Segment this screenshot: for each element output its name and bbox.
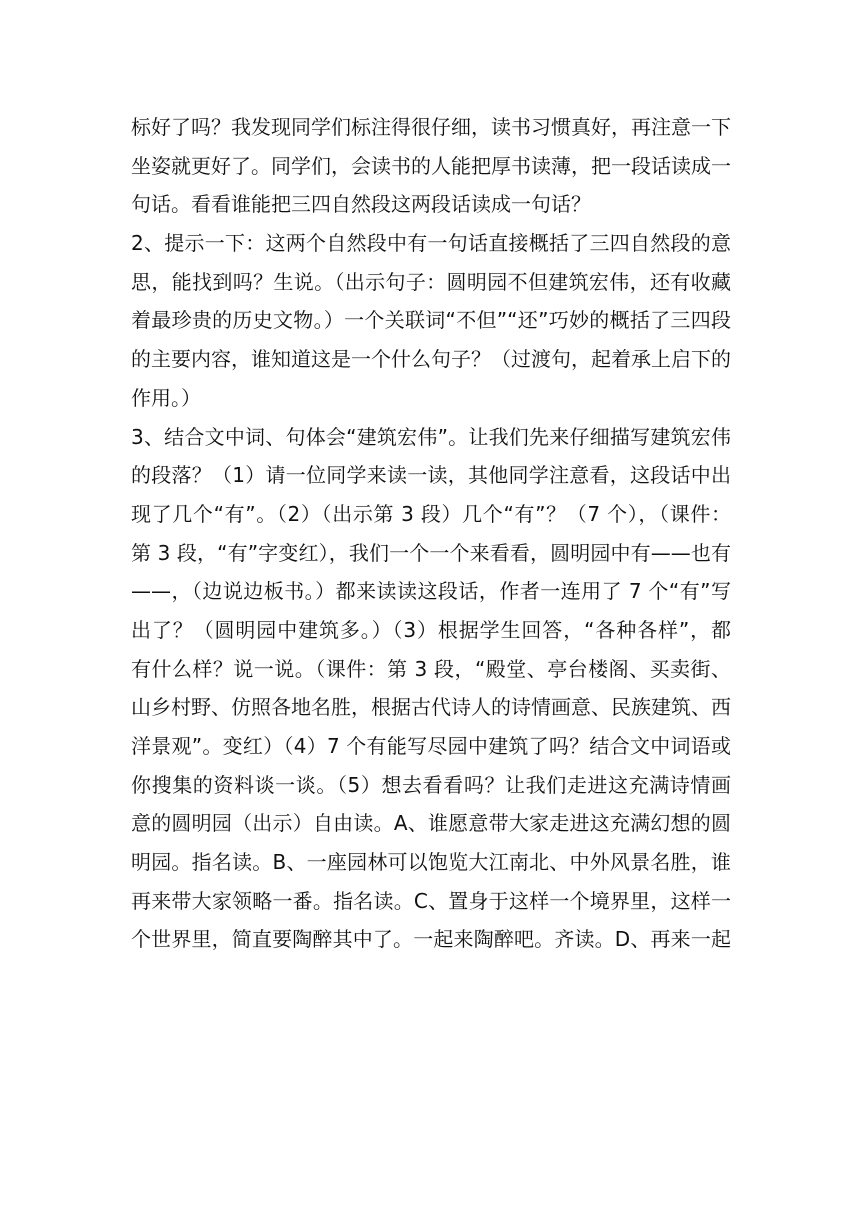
text-line: 你搜集的资料谈一谈。（5）想去看看吗？让我们走进这充满诗情画 xyxy=(131,772,731,797)
text-line: 意的圆明园（出示）自由读。A、谁愿意带大家走进这充满幻想的圆 xyxy=(131,811,731,836)
text-line: 坐姿就更好了。同学们，会读书的人能把厚书读薄，把一段话读成一 xyxy=(131,153,731,178)
text-line: 句话。看看谁能把三四自然段这两段话读成一句话？ xyxy=(131,192,591,217)
text-line: 个世界里，简直要陶醉其中了。一起来陶醉吧。齐读。D、再来一起 xyxy=(131,927,731,952)
text-line: 明园。指名读。B、一座园林可以饱览大江南北、中外风景名胜，谁 xyxy=(131,850,731,875)
text-line: 第 3 段，“有”字变红），我们一个一个来看看，圆明园中有——也有 xyxy=(131,540,731,565)
text-line: 2、提示一下：这两个自然段中有一句话直接概括了三四自然段的意 xyxy=(131,231,731,256)
text-line: 山乡村野、仿照各地名胜，根据古代诗人的诗情画意、民族建筑、西 xyxy=(131,695,731,720)
text-line: 出了？（圆明园中建筑多。）（3）根据学生回答，“各种各样”，都 xyxy=(131,617,731,642)
text-line: 思，能找到吗？生说。（出示句子：圆明园不但建筑宏伟，还有收藏 xyxy=(131,269,731,294)
lesson-text xyxy=(131,108,731,959)
text-line: 的主要内容，谁知道这是一个什么句子？（过渡句，起着承上启下的 xyxy=(131,347,731,372)
text-line: ——，（边说边板书。）都来读读这段话，作者一连用了 7 个“有”写 xyxy=(131,579,731,604)
text-line: 标好了吗？我发现同学们标注得很仔细，读书习惯真好，再注意一下 xyxy=(131,115,731,139)
text-line: 再来带大家领略一番。指名读。C、置身于这样一个境界里，这样一 xyxy=(131,888,731,913)
text-line: 着最珍贵的历史文物。）一个关联词“不但”“还”巧妙的概括了三四段 xyxy=(131,308,731,333)
text-line: 的段落？（1）请一位同学来读一读，其他同学注意看，这段话中出 xyxy=(131,463,731,488)
text-line: 现了几个“有”。（2）（出示第 3 段）几个“有”？（7 个），（课件： xyxy=(131,501,731,526)
text-line: 3、结合文中词、句体会“建筑宏伟”。让我们先来仔细描写建筑宏伟 xyxy=(131,424,731,449)
text-line: 有什么样？说一说。（课件：第 3 段，“殿堂、亭台楼阁、买卖街、 xyxy=(131,656,731,681)
text-line: 作用。） xyxy=(131,385,201,410)
text-line: 洋景观”。变红）（4）7 个有能写尽园中建筑了吗？结合文中词语或 xyxy=(131,734,731,758)
